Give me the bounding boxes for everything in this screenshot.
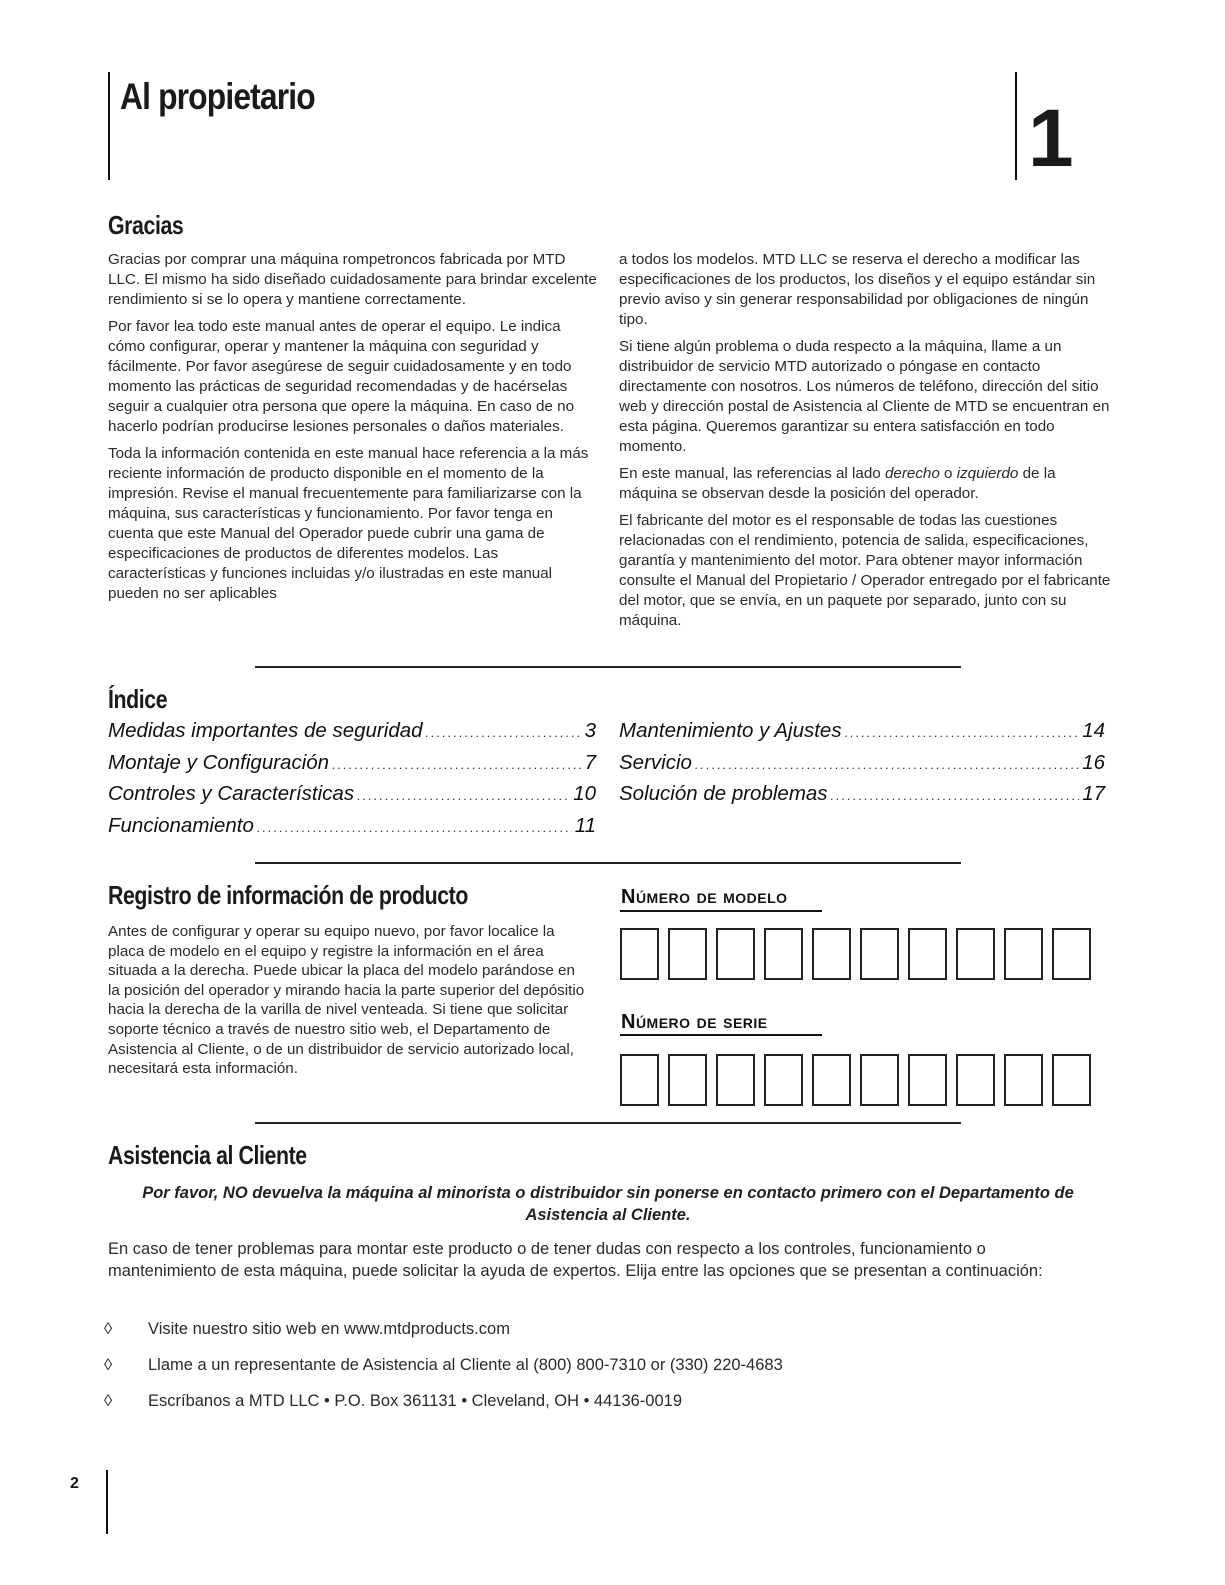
gracias-paragraph: Por favor lea todo este manual antes de operar el equipo. Le indica cómo configurar, operar y mantener la máquina con seguridad y fácilmente. Por favor asegúrese de seguir cuidadosamente y en todo momento las prácticas de seguridad recomendadas y de hacérselas seguir a cualquier otra persona que opere la máquina. En caso de no hacerlo podrían producirse lesiones personales o daños materiales. xyxy=(108,318,575,435)
contact-option xyxy=(104,1392,682,1411)
asistencia-body: En caso de tener problemas para montar este producto o de tener dudas con respecto a los controles, funcionamiento o mantenimiento de esta máquina, puede solicitar la ayuda de expertos. Elija entre las opciones que se presentan a continuación: xyxy=(108,1240,1043,1280)
model-digit-box[interactable] xyxy=(956,928,995,980)
registro-heading: Registro de información de producto xyxy=(108,880,468,910)
toc-entry[interactable]: Montaje y Configuración ..... 7 xyxy=(108,748,596,780)
indice-heading: Índice xyxy=(108,684,168,714)
model-digit-box[interactable] xyxy=(1004,928,1043,980)
model-number-boxes xyxy=(620,928,1091,980)
gracias-paragraph: Toda la información contenida en este manual hace referencia a la más reciente información de producto disponible en el momento de la impresión. Revise el manual frecuentemente para familiarizarse con la máquina, sus características y funcionamiento. Por favor tenga en cuenta que este Manual del Operador puede cubrir una gama de especificaciones de productos de diferentes modelos. Las características y funciones incluidas y/o ilustradas en este manual pueden no ser aplicables xyxy=(108,445,589,602)
serial-digit-box[interactable] xyxy=(668,1054,707,1106)
diamond-bullet-icon: ◊ xyxy=(104,1320,113,1338)
serial-digit-box[interactable] xyxy=(956,1054,995,1106)
section-divider xyxy=(255,862,961,864)
asistencia-warning-note: Por favor, NO devuelva la máquina al minorista o distribuidor sin ponerse en contacto primero con el Departamento de Asistencia al Cliente. xyxy=(142,1184,1074,1224)
model-digit-box[interactable] xyxy=(908,928,947,980)
serial-digit-box[interactable] xyxy=(764,1054,803,1106)
model-digit-box[interactable] xyxy=(764,928,803,980)
serial-number-boxes xyxy=(620,1054,1091,1106)
serial-digit-box[interactable] xyxy=(716,1054,755,1106)
diamond-bullet-icon: ◊ xyxy=(104,1356,113,1374)
model-digit-box[interactable] xyxy=(716,928,755,980)
serial-digit-box[interactable] xyxy=(1004,1054,1043,1106)
serial-digit-box[interactable] xyxy=(1052,1054,1091,1106)
model-digit-box[interactable] xyxy=(812,928,851,980)
serial-number-label: Número de serie xyxy=(621,1011,768,1033)
contact-option-text[interactable]: Visite nuestro sitio web en www.mtdproducts.com xyxy=(148,1320,510,1338)
gracias-left-column xyxy=(108,250,600,611)
gracias-heading: Gracias xyxy=(108,210,184,240)
gracias-paragraph: El fabricante del motor es el responsable de todas las cuestiones relacionadas con el rendimiento, potencia de salida, especificaciones, garantía y mantenimiento del motor. Para obtener mayor información consulte el Manual del Propietario / Operador entregado por el fabricante del motor, que se envía, en un paquete por separado, junto con su máquina. xyxy=(619,512,1111,629)
title-rule xyxy=(108,72,110,180)
gracias-paragraph: Si tiene algún problema o duda respecto a la máquina, llame a un distribuidor de servicio MTD autorizado o póngase en contacto directamente con nosotros. Los números de teléfono, dirección del sitio web y dirección postal de Asistencia al Cliente de MTD se encuentran en esta página. Queremos garantizar su entera satisfacción en todo momento. xyxy=(619,338,1110,455)
model-digit-box[interactable] xyxy=(860,928,899,980)
page-title: Al propietario xyxy=(120,76,315,117)
serial-digit-box[interactable] xyxy=(812,1054,851,1106)
model-number-label: Número de modelo xyxy=(621,886,788,908)
model-digit-box[interactable] xyxy=(620,928,659,980)
toc-left xyxy=(108,716,596,842)
contact-option xyxy=(104,1320,510,1339)
page-number: 2 xyxy=(70,1475,79,1492)
serial-digit-box[interactable] xyxy=(908,1054,947,1106)
gracias-paragraph: a todos los modelos. MTD LLC se reserva el derecho a modificar las especificaciones de los productos, los diseños y el equipo estándar sin previo aviso y sin generar responsabilidad por obligaciones de ningún tipo. xyxy=(619,251,1096,328)
chapter-rule xyxy=(1015,72,1017,180)
contact-option-text: Escríbanos a MTD LLC • P.O. Box 361131 • Cleveland, OH • 44136-0019 xyxy=(148,1392,683,1410)
registro-body: Antes de configurar y operar su equipo nuevo, por favor localice la placa de modelo en el equipo y registre la información en el área situada a la derecha. Puede ubicar la placa del modelo parándose en la posición del operador y mirando hacia la parte superior del depósitio hacia la derecha de la varilla de nivel venteada. Si tiene que solicitar soporte técnico a través de nuestro sitio web, el Departamento de Asistencia al Cliente, o de un distribuidor de servicio autorizado local, necesitará esta información. xyxy=(108,923,585,1078)
toc-right xyxy=(619,716,1105,811)
toc-entry[interactable]: Controles y Características ..... 10 xyxy=(108,779,596,811)
serial-digit-box[interactable] xyxy=(620,1054,659,1106)
section-divider xyxy=(255,666,961,668)
model-digit-box[interactable] xyxy=(668,928,707,980)
footer-rule xyxy=(106,1470,108,1534)
asistencia-heading: Asistencia al Cliente xyxy=(108,1140,307,1170)
toc-entry[interactable]: Servicio ..... 16 xyxy=(619,748,1105,780)
section-divider xyxy=(255,1122,961,1124)
model-digit-box[interactable] xyxy=(1052,928,1091,980)
contact-option xyxy=(104,1356,783,1375)
gracias-right-column xyxy=(619,250,1111,638)
contact-option-text: Llame a un representante de Asistencia al Cliente al (800) 800-7310 or (330) 220-4683 xyxy=(148,1356,783,1374)
toc-entry[interactable]: Medidas importantes de seguridad ..... 3 xyxy=(108,716,596,748)
toc-entry[interactable]: Solución de problemas ..... 17 xyxy=(619,779,1105,811)
toc-entry[interactable]: Funcionamiento ..... 11 xyxy=(108,811,596,843)
model-label-underline xyxy=(620,910,822,912)
serial-label-underline xyxy=(620,1034,822,1036)
chapter-number: 1 xyxy=(1028,93,1074,184)
toc-entry[interactable]: Mantenimiento y Ajustes ..... 14 xyxy=(619,716,1105,748)
diamond-bullet-icon: ◊ xyxy=(104,1392,113,1410)
serial-digit-box[interactable] xyxy=(860,1054,899,1106)
gracias-paragraph: Gracias por comprar una máquina rompetroncos fabricada por MTD LLC. El mismo ha sido diseñado cuidadosamente para brindar excelente rendimiento si se lo opera y mantiene correctamente. xyxy=(108,251,597,308)
gracias-paragraph: En este manual, las referencias al lado derecho o izquierdo de la máquina se observan desde la posición del operador. xyxy=(619,465,1056,502)
